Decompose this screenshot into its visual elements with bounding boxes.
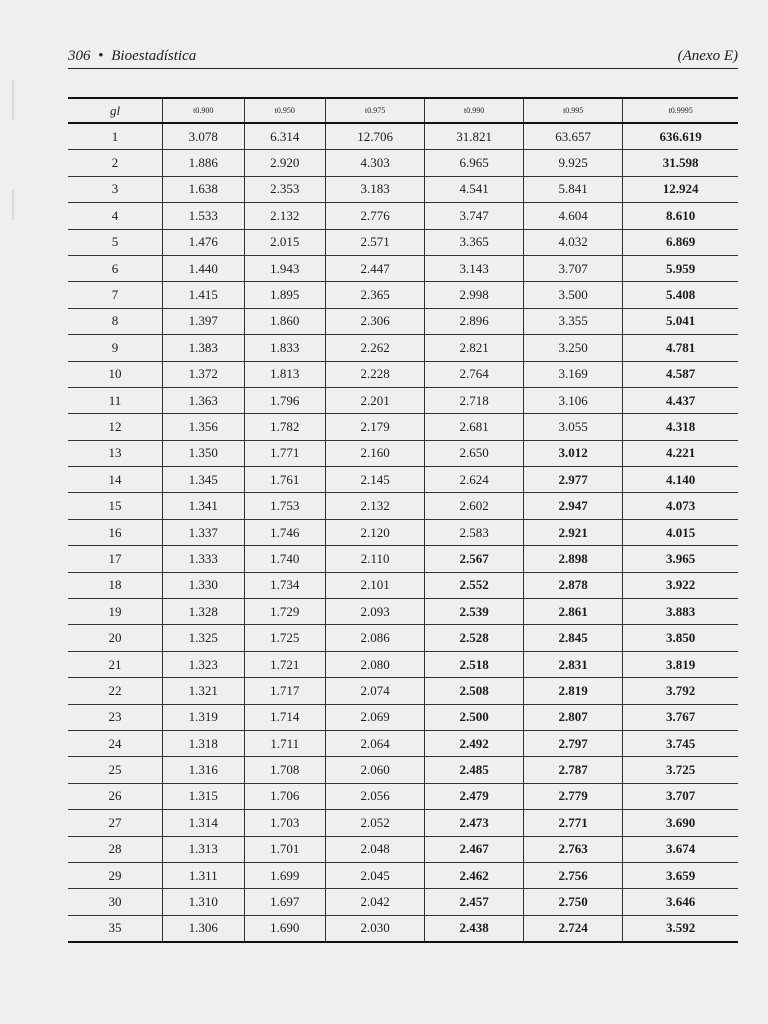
critical-value-cell: 2.528 — [425, 625, 524, 651]
critical-value-cell: 4.437 — [623, 387, 738, 413]
critical-value-cell: 2.462 — [425, 862, 524, 888]
critical-value-cell: 2.160 — [326, 440, 425, 466]
critical-value-cell: 2.365 — [326, 282, 425, 308]
critical-value-cell: 3.500 — [524, 282, 623, 308]
critical-value-cell: 3.707 — [524, 255, 623, 281]
degrees-of-freedom-cell: 9 — [111, 339, 119, 355]
degrees-of-freedom-cell: 11 — [108, 392, 122, 408]
critical-value-cell: 2.030 — [326, 915, 425, 942]
critical-value-cell: 4.587 — [623, 361, 738, 387]
critical-value-cell: 3.747 — [425, 203, 524, 229]
degrees-of-freedom-cell: 25 — [108, 762, 122, 778]
critical-value-cell: 2.045 — [326, 862, 425, 888]
critical-value-cell: 3.850 — [623, 625, 738, 651]
critical-value-cell: 2.763 — [524, 836, 623, 862]
critical-value-cell: 1.325 — [163, 625, 245, 651]
critical-value-cell: 3.819 — [623, 651, 738, 677]
critical-value-cell: 2.787 — [524, 757, 623, 783]
critical-value-cell: 1.363 — [163, 387, 245, 413]
degrees-of-freedom-cell: 4 — [111, 207, 119, 223]
critical-value-cell: 1.337 — [163, 519, 245, 545]
column-header-label: t0.950 — [274, 106, 295, 115]
critical-value-cell: 2.048 — [326, 836, 425, 862]
table-row — [68, 678, 738, 704]
critical-value-cell: 2.306 — [326, 308, 425, 334]
critical-value-cell: 1.690 — [244, 915, 326, 942]
critical-value-cell: 3.767 — [623, 704, 738, 730]
degrees-of-freedom-cell: 2 — [111, 155, 119, 171]
critical-value-cell: 3.106 — [524, 387, 623, 413]
column-header-label: t0.9995 — [668, 106, 693, 115]
degrees-of-freedom-cell: 6 — [111, 260, 119, 276]
critical-value-cell: 1.383 — [163, 335, 245, 361]
critical-value-cell: 4.303 — [326, 150, 425, 176]
critical-value-cell: 2.086 — [326, 625, 425, 651]
critical-value-cell: 2.624 — [425, 467, 524, 493]
critical-value-cell: 2.583 — [425, 519, 524, 545]
table-row — [68, 308, 738, 334]
critical-value-cell: 4.318 — [623, 414, 738, 440]
critical-value-cell: 2.438 — [425, 915, 524, 942]
column-header-label: t0.975 — [364, 106, 386, 115]
critical-value-cell: 1.311 — [163, 862, 245, 888]
critical-value-cell: 1.356 — [163, 414, 245, 440]
critical-value-cell: 1.330 — [163, 572, 245, 598]
table-row — [68, 889, 738, 915]
degrees-of-freedom-cell: 7 — [111, 287, 119, 303]
degrees-of-freedom-cell: 1 — [111, 128, 119, 144]
table-row — [68, 123, 738, 150]
critical-value-cell: 1.345 — [163, 467, 245, 493]
degrees-of-freedom-cell: 29 — [108, 867, 122, 883]
critical-value-cell: 1.734 — [244, 572, 326, 598]
critical-value-cell: 1.313 — [163, 836, 245, 862]
critical-value-cell: 2.473 — [425, 810, 524, 836]
critical-value-cell: 3.674 — [623, 836, 738, 862]
critical-value-cell: 2.898 — [524, 546, 623, 572]
critical-value-cell: 2.779 — [524, 783, 623, 809]
critical-value-cell: 1.833 — [244, 335, 326, 361]
critical-value-cell: 3.078 — [163, 123, 245, 150]
table-row — [68, 730, 738, 756]
critical-value-cell: 1.708 — [244, 757, 326, 783]
degrees-of-freedom-cell: 16 — [108, 524, 122, 540]
table-row — [68, 810, 738, 836]
column-header-quantile — [163, 98, 245, 123]
critical-value-cell: 3.055 — [524, 414, 623, 440]
degrees-of-freedom-cell: 15 — [108, 498, 122, 514]
critical-value-cell: 1.314 — [163, 810, 245, 836]
degrees-of-freedom-cell: 27 — [108, 814, 122, 830]
critical-value-cell: 2.567 — [425, 546, 524, 572]
critical-value-cell: 2.797 — [524, 730, 623, 756]
critical-value-cell: 2.080 — [326, 651, 425, 677]
scan-artifact — [12, 80, 14, 120]
table-row — [68, 203, 738, 229]
table-row — [68, 414, 738, 440]
critical-value-cell: 1.415 — [163, 282, 245, 308]
degrees-of-freedom-cell: 5 — [111, 234, 119, 250]
critical-value-cell: 2.145 — [326, 467, 425, 493]
table-row — [68, 915, 738, 942]
critical-value-cell: 2.861 — [524, 599, 623, 625]
critical-value-cell: 2.479 — [425, 783, 524, 809]
table-row — [68, 862, 738, 888]
critical-value-cell: 4.073 — [623, 493, 738, 519]
critical-value-cell: 1.316 — [163, 757, 245, 783]
critical-value-cell: 3.659 — [623, 862, 738, 888]
degrees-of-freedom-cell: 19 — [108, 603, 122, 619]
critical-value-cell: 2.056 — [326, 783, 425, 809]
critical-value-cell: 1.761 — [244, 467, 326, 493]
critical-value-cell: 2.069 — [326, 704, 425, 730]
table-row — [68, 836, 738, 862]
critical-value-cell: 2.201 — [326, 387, 425, 413]
critical-value-cell: 1.372 — [163, 361, 245, 387]
critical-value-cell: 2.262 — [326, 335, 425, 361]
critical-value-cell: 2.920 — [244, 150, 326, 176]
critical-value-cell: 2.015 — [244, 229, 326, 255]
critical-value-cell: 6.869 — [623, 229, 738, 255]
degrees-of-freedom-cell: 8 — [111, 313, 119, 329]
table-row — [68, 229, 738, 255]
critical-value-cell: 2.042 — [326, 889, 425, 915]
critical-value-cell: 1.701 — [244, 836, 326, 862]
critical-value-cell: 3.183 — [326, 176, 425, 202]
degrees-of-freedom-cell: 22 — [108, 682, 122, 698]
running-head-left — [68, 48, 196, 65]
critical-value-cell: 3.169 — [524, 361, 623, 387]
critical-value-cell: 2.074 — [326, 678, 425, 704]
critical-value-cell: 1.714 — [244, 704, 326, 730]
critical-value-cell: 1.323 — [163, 651, 245, 677]
critical-value-cell: 2.878 — [524, 572, 623, 598]
critical-value-cell: 2.845 — [524, 625, 623, 651]
critical-value-cell: 1.397 — [163, 308, 245, 334]
critical-value-cell: 2.750 — [524, 889, 623, 915]
column-header-label: t0.995 — [563, 106, 584, 115]
critical-value-cell: 1.315 — [163, 783, 245, 809]
critical-value-cell: 4.781 — [623, 335, 738, 361]
critical-value-cell: 1.328 — [163, 599, 245, 625]
critical-value-cell: 2.120 — [326, 519, 425, 545]
critical-value-cell: 1.440 — [163, 255, 245, 281]
degrees-of-freedom-cell: 20 — [108, 630, 122, 646]
scan-artifact — [12, 190, 14, 220]
table-row — [68, 150, 738, 176]
t-distribution-table — [68, 97, 738, 943]
critical-value-cell: 4.541 — [425, 176, 524, 202]
critical-value-cell: 3.922 — [623, 572, 738, 598]
table-body — [68, 123, 738, 942]
critical-value-cell: 2.508 — [425, 678, 524, 704]
page-header — [68, 46, 738, 69]
critical-value-cell: 1.706 — [244, 783, 326, 809]
critical-value-cell: 1.319 — [163, 704, 245, 730]
critical-value-cell: 2.776 — [326, 203, 425, 229]
table-row — [68, 282, 738, 308]
degrees-of-freedom-cell: 14 — [108, 471, 122, 487]
column-header-label: t0.990 — [464, 106, 485, 115]
degrees-of-freedom-cell: 17 — [108, 550, 122, 566]
critical-value-cell: 2.485 — [425, 757, 524, 783]
critical-value-cell: 2.518 — [425, 651, 524, 677]
critical-value-cell: 1.711 — [244, 730, 326, 756]
critical-value-cell: 1.306 — [163, 915, 245, 942]
header-bullet: • — [98, 48, 104, 64]
degrees-of-freedom-cell: 23 — [108, 709, 122, 725]
table-row — [68, 335, 738, 361]
degrees-of-freedom-cell: 18 — [108, 577, 122, 593]
critical-value-cell: 4.032 — [524, 229, 623, 255]
critical-value-cell: 4.221 — [623, 440, 738, 466]
critical-value-cell: 2.110 — [326, 546, 425, 572]
table-header-row — [68, 98, 738, 123]
column-header-quantile — [244, 98, 326, 123]
column-header-quantile — [623, 98, 738, 123]
degrees-of-freedom-cell: 24 — [108, 735, 122, 751]
critical-value-cell: 1.699 — [244, 862, 326, 888]
critical-value-cell: 2.132 — [244, 203, 326, 229]
degrees-of-freedom-cell: 26 — [108, 788, 122, 804]
critical-value-cell: 2.681 — [425, 414, 524, 440]
critical-value-cell: 1.533 — [163, 203, 245, 229]
critical-value-cell: 2.977 — [524, 467, 623, 493]
critical-value-cell: 2.756 — [524, 862, 623, 888]
critical-value-cell: 1.476 — [163, 229, 245, 255]
critical-value-cell: 1.318 — [163, 730, 245, 756]
critical-value-cell: 1.771 — [244, 440, 326, 466]
critical-value-cell: 2.500 — [425, 704, 524, 730]
critical-value-cell: 1.333 — [163, 546, 245, 572]
critical-value-cell: 9.925 — [524, 150, 623, 176]
critical-value-cell: 2.552 — [425, 572, 524, 598]
critical-value-cell: 2.718 — [425, 387, 524, 413]
critical-value-cell: 5.041 — [623, 308, 738, 334]
degrees-of-freedom-cell: 21 — [108, 656, 122, 672]
table-row — [68, 255, 738, 281]
critical-value-cell: 3.365 — [425, 229, 524, 255]
critical-value-cell: 2.457 — [425, 889, 524, 915]
column-header-quantile — [425, 98, 524, 123]
table-row — [68, 361, 738, 387]
critical-value-cell: 3.646 — [623, 889, 738, 915]
critical-value-cell: 2.807 — [524, 704, 623, 730]
critical-value-cell: 2.179 — [326, 414, 425, 440]
critical-value-cell: 2.650 — [425, 440, 524, 466]
critical-value-cell: 3.012 — [524, 440, 623, 466]
table-row — [68, 519, 738, 545]
critical-value-cell: 3.883 — [623, 599, 738, 625]
critical-value-cell: 2.764 — [425, 361, 524, 387]
critical-value-cell: 1.717 — [244, 678, 326, 704]
critical-value-cell: 63.657 — [524, 123, 623, 150]
critical-value-cell: 1.341 — [163, 493, 245, 519]
critical-value-cell: 31.821 — [425, 123, 524, 150]
critical-value-cell: 2.353 — [244, 176, 326, 202]
critical-value-cell: 2.093 — [326, 599, 425, 625]
critical-value-cell: 3.745 — [623, 730, 738, 756]
critical-value-cell: 2.921 — [524, 519, 623, 545]
column-header-quantile — [524, 98, 623, 123]
table-row — [68, 599, 738, 625]
critical-value-cell: 2.602 — [425, 493, 524, 519]
critical-value-cell: 1.697 — [244, 889, 326, 915]
table-row — [68, 467, 738, 493]
critical-value-cell: 2.101 — [326, 572, 425, 598]
critical-value-cell: 2.228 — [326, 361, 425, 387]
critical-value-cell: 2.132 — [326, 493, 425, 519]
critical-value-cell: 1.703 — [244, 810, 326, 836]
critical-value-cell: 1.796 — [244, 387, 326, 413]
column-header-label: gl — [109, 102, 121, 118]
critical-value-cell: 2.052 — [326, 810, 425, 836]
degrees-of-freedom-cell: 35 — [108, 920, 122, 936]
critical-value-cell: 3.592 — [623, 915, 738, 942]
critical-value-cell: 4.604 — [524, 203, 623, 229]
page-number: 306 — [68, 48, 91, 64]
critical-value-cell: 1.725 — [244, 625, 326, 651]
degrees-of-freedom-cell: 28 — [108, 841, 122, 857]
critical-value-cell: 1.350 — [163, 440, 245, 466]
degrees-of-freedom-cell: 30 — [108, 894, 122, 910]
critical-value-cell: 2.819 — [524, 678, 623, 704]
critical-value-cell: 5.408 — [623, 282, 738, 308]
table-row — [68, 572, 738, 598]
critical-value-cell: 3.707 — [623, 783, 738, 809]
critical-value-cell: 1.895 — [244, 282, 326, 308]
critical-value-cell: 2.821 — [425, 335, 524, 361]
column-header-gl — [68, 98, 163, 123]
critical-value-cell: 1.782 — [244, 414, 326, 440]
critical-value-cell: 3.965 — [623, 546, 738, 572]
critical-value-cell: 31.598 — [623, 150, 738, 176]
critical-value-cell: 2.947 — [524, 493, 623, 519]
table-row — [68, 704, 738, 730]
critical-value-cell: 6.314 — [244, 123, 326, 150]
table-row — [68, 546, 738, 572]
critical-value-cell: 2.771 — [524, 810, 623, 836]
critical-value-cell: 1.310 — [163, 889, 245, 915]
critical-value-cell: 3.725 — [623, 757, 738, 783]
critical-value-cell: 1.813 — [244, 361, 326, 387]
degrees-of-freedom-cell: 3 — [111, 181, 119, 197]
critical-value-cell: 2.571 — [326, 229, 425, 255]
critical-value-cell: 6.965 — [425, 150, 524, 176]
critical-value-cell: 3.250 — [524, 335, 623, 361]
critical-value-cell: 4.015 — [623, 519, 738, 545]
critical-value-cell: 1.753 — [244, 493, 326, 519]
critical-value-cell: 3.355 — [524, 308, 623, 334]
critical-value-cell: 8.610 — [623, 203, 738, 229]
critical-value-cell: 2.467 — [425, 836, 524, 862]
critical-value-cell: 2.539 — [425, 599, 524, 625]
critical-value-cell: 4.140 — [623, 467, 738, 493]
critical-value-cell: 1.729 — [244, 599, 326, 625]
critical-value-cell: 2.060 — [326, 757, 425, 783]
critical-value-cell: 2.831 — [524, 651, 623, 677]
critical-value-cell: 1.886 — [163, 150, 245, 176]
critical-value-cell: 3.143 — [425, 255, 524, 281]
table-row — [68, 625, 738, 651]
degrees-of-freedom-cell: 12 — [108, 418, 122, 434]
critical-value-cell: 1.638 — [163, 176, 245, 202]
critical-value-cell: 1.943 — [244, 255, 326, 281]
critical-value-cell: 3.792 — [623, 678, 738, 704]
column-header-quantile — [326, 98, 425, 123]
degrees-of-freedom-cell: 13 — [108, 445, 122, 461]
critical-value-cell: 1.321 — [163, 678, 245, 704]
critical-value-cell: 636.619 — [623, 123, 738, 150]
table-row — [68, 651, 738, 677]
critical-value-cell: 12.706 — [326, 123, 425, 150]
degrees-of-freedom-cell: 10 — [108, 366, 122, 382]
critical-value-cell: 5.959 — [623, 255, 738, 281]
critical-value-cell: 2.896 — [425, 308, 524, 334]
section-label: (Anexo E) — [677, 48, 738, 64]
critical-value-cell: 1.860 — [244, 308, 326, 334]
critical-value-cell: 2.447 — [326, 255, 425, 281]
critical-value-cell: 12.924 — [623, 176, 738, 202]
critical-value-cell: 1.740 — [244, 546, 326, 572]
column-header-label: t0.900 — [193, 106, 214, 115]
table-row — [68, 440, 738, 466]
critical-value-cell: 3.690 — [623, 810, 738, 836]
critical-value-cell: 2.492 — [425, 730, 524, 756]
table-row — [68, 176, 738, 202]
book-title: Bioestadística — [111, 48, 197, 64]
table-row — [68, 493, 738, 519]
critical-value-cell: 2.998 — [425, 282, 524, 308]
table-row — [68, 757, 738, 783]
table-row — [68, 387, 738, 413]
table-row — [68, 783, 738, 809]
critical-value-cell: 1.721 — [244, 651, 326, 677]
critical-value-cell: 2.064 — [326, 730, 425, 756]
critical-value-cell: 5.841 — [524, 176, 623, 202]
critical-value-cell: 1.746 — [244, 519, 326, 545]
critical-value-cell: 2.724 — [524, 915, 623, 942]
